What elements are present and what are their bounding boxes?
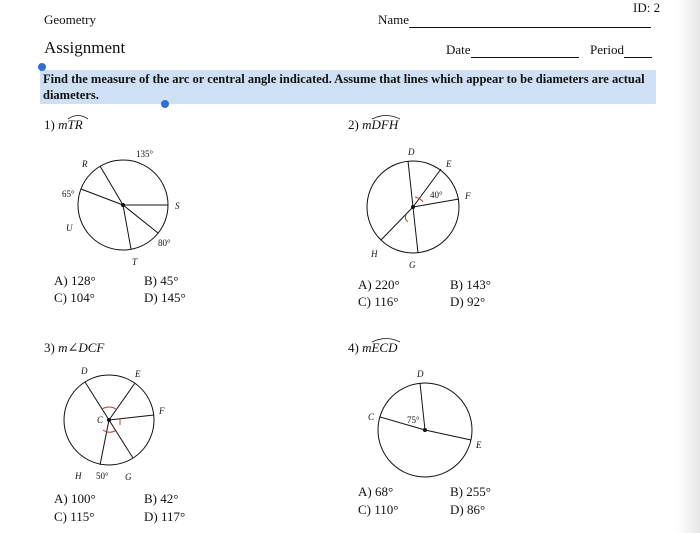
question-number: 1) — [44, 117, 55, 132]
question-1-label — [44, 117, 83, 133]
point-H: H — [371, 249, 378, 259]
q1-answer-c: C) 104° — [54, 290, 95, 305]
q4-answer-d: D) 86° — [450, 502, 486, 517]
arc-symbol-icon — [371, 337, 401, 343]
period-field — [590, 42, 652, 58]
q4-answer-b: B) 255° — [450, 484, 491, 499]
arc-name: ECD — [371, 340, 398, 355]
point-G: G — [409, 260, 416, 270]
measure-prefix: m — [362, 340, 372, 355]
q4-answer-a: A) 68° — [358, 484, 394, 499]
angle-label-75: 75° — [407, 415, 420, 425]
course-name: Geometry — [44, 12, 96, 27]
point-T: T — [132, 257, 138, 267]
period-blank — [624, 45, 652, 58]
angle-label-65: 65° — [62, 189, 75, 199]
question-number: 2) — [348, 117, 359, 132]
measure-prefix: m — [58, 117, 68, 132]
q2-answer-b: B) 143° — [450, 277, 491, 292]
q2-answer-c: C) 116° — [358, 294, 399, 309]
question-4-label — [348, 340, 397, 356]
q3-answer-c: C) 115° — [54, 509, 95, 524]
arc-name: TR — [67, 117, 83, 132]
angle-label-80: 80° — [158, 238, 171, 248]
date-blank — [471, 45, 579, 58]
q1-answer-a: A) 128° — [54, 273, 96, 288]
point-C: C — [97, 415, 104, 425]
question-number: 4) — [348, 340, 359, 355]
question-3-label — [44, 340, 104, 356]
point-U: U — [66, 223, 73, 233]
date-field — [446, 42, 579, 58]
point-F: F — [159, 406, 165, 416]
point-H: H — [75, 471, 82, 481]
arc-name: DFH — [371, 117, 399, 132]
question-4-figure — [365, 365, 505, 485]
q2-answer-a: A) 220° — [358, 277, 400, 292]
arc-label — [371, 340, 397, 355]
q3-answer-b: B) 42° — [144, 491, 179, 506]
question-2-label — [348, 117, 398, 133]
question-number: 3) — [44, 340, 55, 355]
question-1-figure — [60, 145, 190, 275]
question-3-figure — [58, 365, 188, 490]
question-2-figure — [355, 145, 485, 275]
point-C: C — [368, 412, 375, 422]
angle-label-135: 135° — [136, 149, 154, 159]
q1-answer-b: B) 45° — [144, 273, 179, 288]
point-E: E — [446, 159, 452, 169]
measure-prefix: m∠ — [58, 340, 79, 355]
q2-answer-d: D) 92° — [450, 294, 486, 309]
name-blank — [409, 15, 651, 28]
point-D: D — [81, 366, 88, 376]
period-label: Period — [590, 42, 624, 57]
angle-name: DCF — [78, 340, 105, 355]
point-F: F — [465, 191, 471, 201]
q3-answer-a: A) 100° — [54, 491, 96, 506]
point-R: R — [82, 159, 88, 169]
point-E: E — [476, 440, 482, 450]
name-label: Name — [378, 12, 410, 27]
arc-label — [67, 117, 82, 132]
date-label: Date — [446, 42, 471, 57]
point-D: D — [417, 369, 424, 379]
q1-answer-d: D) 145° — [144, 290, 186, 305]
point-E: E — [135, 369, 141, 379]
name-field — [378, 12, 651, 28]
instructions-text: Find the measure of the arc or central angle indicated. Assume that lines which appear to be diameters are actual diameters. — [43, 72, 645, 102]
q4-answer-c: C) 110° — [358, 502, 399, 517]
point-S: S — [175, 201, 180, 211]
point-G: G — [125, 472, 132, 482]
arc-symbol-icon — [371, 114, 401, 120]
measure-prefix: m — [362, 117, 372, 132]
q3-answer-d: D) 117° — [144, 509, 186, 524]
angle-label-40: 40° — [430, 190, 443, 200]
point-D: D — [408, 147, 415, 157]
angle-label-50: 50° — [96, 471, 109, 481]
arc-symbol-icon — [67, 114, 89, 120]
screen-edge-shadow — [678, 0, 700, 533]
worksheet-id: ID: 2 — [633, 0, 661, 15]
arc-label — [371, 117, 398, 132]
selection-start-handle-icon[interactable] — [38, 63, 46, 71]
page-title: Assignment — [44, 38, 126, 57]
